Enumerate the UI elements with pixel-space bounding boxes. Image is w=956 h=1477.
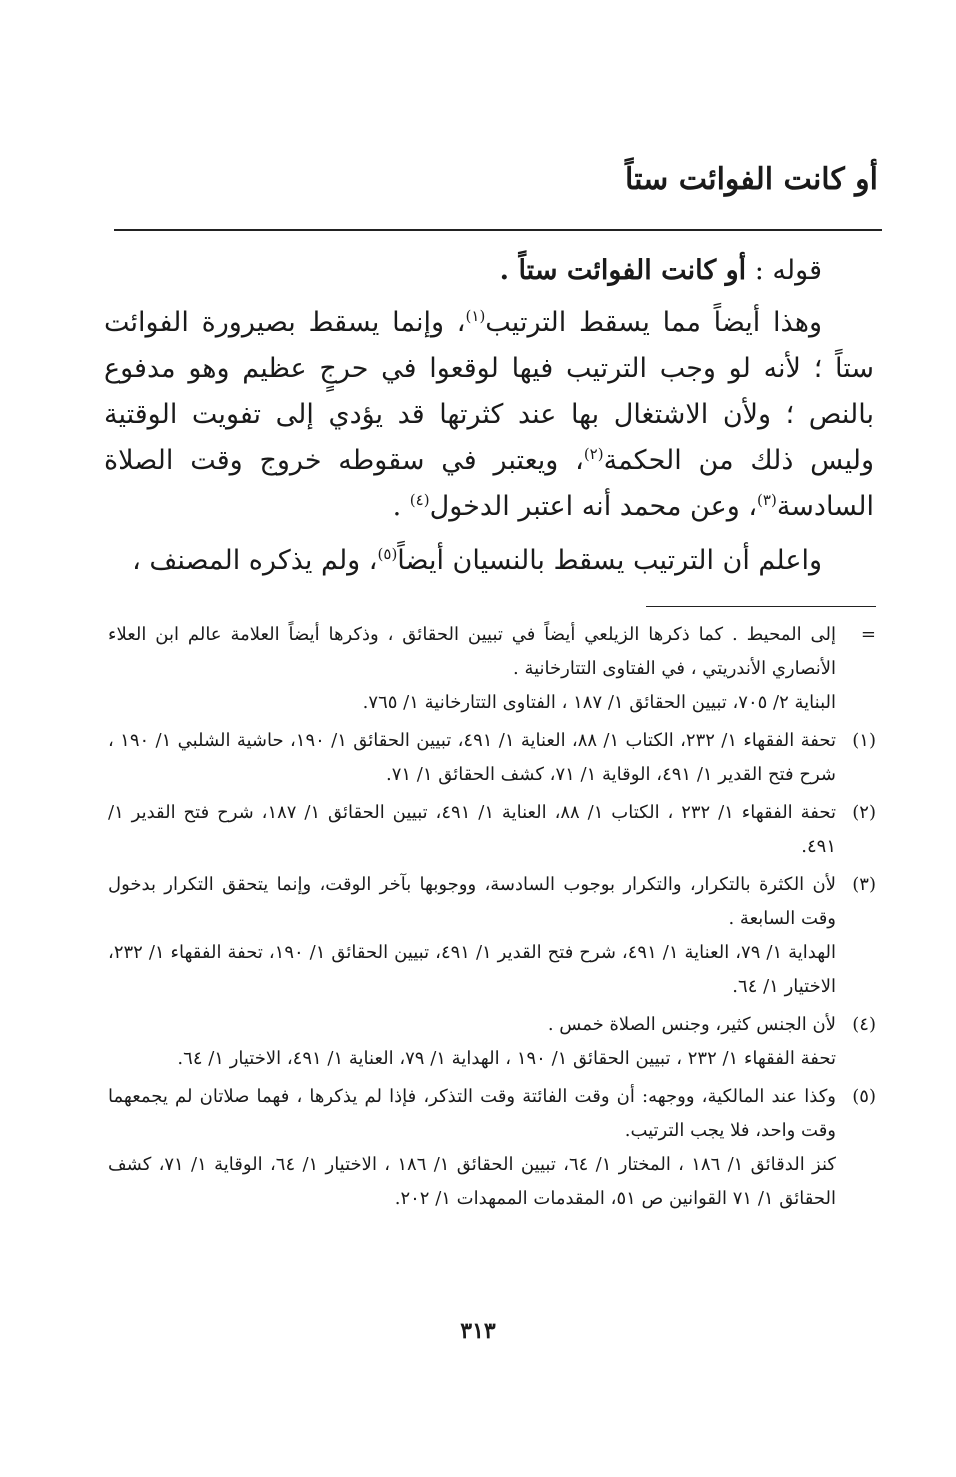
paragraph-2-part-a: وهذا أيضاً مما يسقط الترتيب	[485, 307, 822, 338]
paragraph-1-lead: قوله :	[746, 255, 822, 286]
header-divider	[114, 229, 882, 231]
footnote-citations: تحفة الفقهاء ١/ ٢٣٢ ، تبيين الحقائق ١/ ١٩٠ ، الهداية ١/ ٧٩، العناية ١/ ٤٩١، الاختيار ١/ ٦٤.	[177, 1048, 836, 1069]
footnote-ref-2[interactable]: (٢)	[583, 445, 604, 463]
footnote-divider	[646, 606, 876, 607]
footnote-text: لأن الجنس كثير، وجنس الصلاة خمس .	[547, 1014, 836, 1035]
running-head: أو كانت الفوائت ستاً	[624, 162, 878, 197]
paragraph-2	[104, 300, 874, 530]
footnote-mark: (٢)	[852, 802, 876, 823]
footnote-text: لأن الكثرة بالتكرار، والتكرار بوجوب السادسة، ووجوبها بآخر الوقت، وإنما يتحقق التكرار بدخول وقت السابعة .	[108, 874, 836, 929]
footnote-4	[108, 1008, 876, 1076]
footnote-mark: (٤)	[852, 1014, 876, 1035]
footnote-citations: الهداية ١/ ٧٩، العناية ١/ ٤٩١، شرح فتح القدير ١/ ٤٩١، تبيين الحقائق ١/ ١٩٠، تحفة الفقهاء ١/ ٢٣٢، الاختيار ١/ ٦٤.	[108, 942, 836, 997]
footnote-ref-1[interactable]: (١)	[465, 307, 486, 325]
paragraph-1-quote: أو كانت الفوائت ستاً .	[499, 255, 747, 286]
paragraph-2-part-c: ، ويعتبر في سقوطه خروج وقت الصلاة السادسة	[104, 445, 874, 522]
paragraph-3	[104, 538, 874, 584]
main-text	[104, 248, 874, 584]
footnote-2	[108, 796, 876, 864]
page-number: ٣١٣	[460, 1318, 496, 1344]
paragraph-3-part-a: واعلم أن الترتيب يسقط بالنسيان أيضاً	[397, 545, 822, 576]
footnote-continued	[108, 618, 876, 720]
paragraph-3-part-b: ، ولم يذكره المصنف ،	[132, 545, 378, 576]
footnote-ref-4[interactable]: (٤)	[409, 491, 430, 509]
footnote-citations: كنز الدقائق ١/ ١٨٦ ، المختار ١/ ٦٤، تبيين الحقائق ١/ ١٨٦ ، الاختيار ١/ ٦٤، الوقاية ١/ ٧١، كشف الحقائق ١/ ٧١ القوانين ص ٥١، المقدمات الممهدات ١/ ٢٠٢.	[108, 1154, 836, 1209]
footnote-5	[108, 1080, 876, 1216]
footnote-citations: تحفة الفقهاء ١/ ٢٣٢ ، الكتاب ١/ ٨٨، العناية ١/ ٤٩١، تبيين الحقائق ١/ ١٨٧، شرح فتح القدير ١/ ٤٩١.	[108, 802, 836, 857]
footnote-mark: (٣)	[852, 874, 876, 895]
paragraph-1	[104, 248, 874, 294]
footnote-mark: (١)	[852, 730, 876, 751]
footnote-ref-3[interactable]: (٣)	[757, 491, 777, 509]
footnote-1	[108, 724, 876, 792]
footnote-ref-5[interactable]: (٥)	[377, 545, 398, 563]
paragraph-2-part-e: .	[392, 491, 410, 522]
paragraph-2-part-b: ، وإنما يسقط بصيرورة الفوائت ستاً ؛ لأنه لو وجب الترتيب فيها لوقعوا في حرجٍ عظيم وهو مدفوع بالنص ؛ ولأن الاشتغال بها عند كثرتها قد يؤدي إلى تفويت الوقتية وليس ذلك من الحكمة	[104, 307, 875, 476]
footnote-citations: تحفة الفقهاء ١/ ٢٣٢، الكتاب ١/ ٨٨، العناية ١/ ٤٩١، تبيين الحقائق ١/ ١٩٠، حاشية الشلبي ١/ ١٩٠ ، شرح فتح القدير ١/ ٤٩١، الوقاية ١/ ٧١، كشف الحقائق ١/ ٧١.	[108, 730, 837, 785]
footnote-mark: =	[860, 624, 876, 645]
footnote-text: إلى المحيط . كما ذكرها الزيلعي أيضاً في تبيين الحقائق ، وذكرها أيضاً العلامة عالم ابن العلاء الأنصاري الأندريتي ، في الفتاوى التتارخانية .	[108, 624, 836, 679]
paragraph-2-part-d: ، وعن محمد أنه اعتبر الدخول	[429, 491, 758, 522]
footnote-text: وكذا عند المالكية، ووجهه: أن وقت الفائتة وقت التذكر، فإذا لم يذكرها ، فهما صلاتان لم يجمعهما وقت واحد، فلا يجب الترتيب.	[108, 1086, 836, 1141]
footnote-3	[108, 868, 876, 1004]
footnotes	[108, 618, 876, 1220]
footnote-citations: البناية ٢/ ٧٠٥، تبيين الحقائق ١/ ١٨٧ ، الفتاوى التتارخانية ١/ ٧٦٥.	[362, 692, 836, 713]
footnote-mark: (٥)	[852, 1086, 876, 1107]
